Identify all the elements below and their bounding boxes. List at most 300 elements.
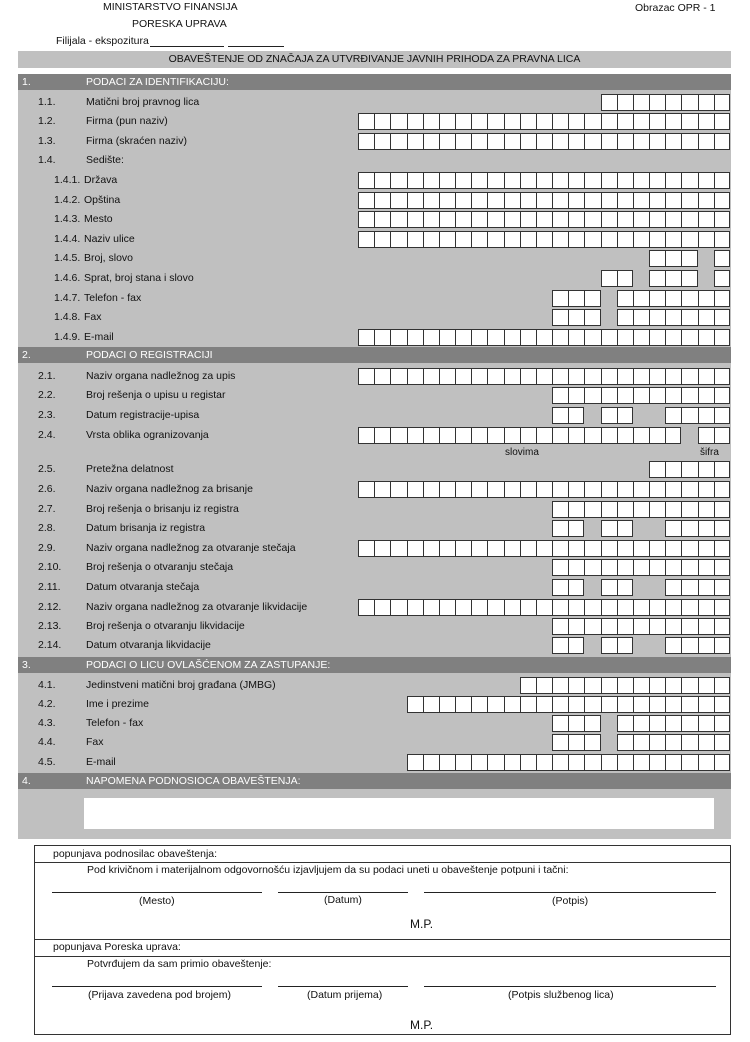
char-cell[interactable]: [487, 133, 503, 150]
char-cell[interactable]: [520, 211, 536, 228]
char-cell[interactable]: [714, 599, 730, 616]
char-cell[interactable]: [471, 113, 487, 130]
mesto-line[interactable]: [52, 892, 262, 893]
char-cell[interactable]: [698, 637, 714, 654]
char-cell[interactable]: [681, 368, 697, 385]
char-cell[interactable]: [698, 94, 714, 111]
char-cell[interactable]: [714, 250, 730, 267]
char-cell[interactable]: [665, 192, 681, 209]
char-cell[interactable]: [552, 734, 568, 751]
char-cell[interactable]: [374, 211, 390, 228]
char-input-group[interactable]: [358, 368, 730, 385]
char-cell[interactable]: [584, 427, 600, 444]
char-cell[interactable]: [584, 113, 600, 130]
char-cell[interactable]: [374, 172, 390, 189]
char-cell[interactable]: [552, 211, 568, 228]
char-cell[interactable]: [714, 677, 730, 694]
char-cell[interactable]: [665, 501, 681, 518]
char-cell[interactable]: [665, 734, 681, 751]
char-cell[interactable]: [536, 231, 552, 248]
char-cell[interactable]: [552, 520, 568, 537]
char-cell[interactable]: [407, 133, 423, 150]
char-cell[interactable]: [617, 270, 633, 287]
char-cell[interactable]: [665, 368, 681, 385]
char-cell[interactable]: [358, 192, 374, 209]
char-cell[interactable]: [714, 192, 730, 209]
char-cell[interactable]: [439, 172, 455, 189]
char-cell[interactable]: [698, 113, 714, 130]
char-cell[interactable]: [455, 192, 471, 209]
char-cell[interactable]: [681, 481, 697, 498]
char-cell[interactable]: [407, 540, 423, 557]
char-input-group[interactable]: [552, 407, 584, 424]
char-cell[interactable]: [698, 520, 714, 537]
char-cell[interactable]: [504, 329, 520, 346]
char-cell[interactable]: [504, 754, 520, 771]
char-cell[interactable]: [584, 696, 600, 713]
char-cell[interactable]: [504, 172, 520, 189]
char-cell[interactable]: [714, 387, 730, 404]
char-cell[interactable]: [665, 559, 681, 576]
char-cell[interactable]: [520, 231, 536, 248]
char-cell[interactable]: [665, 329, 681, 346]
char-cell[interactable]: [681, 618, 697, 635]
char-cell[interactable]: [681, 309, 697, 326]
char-cell[interactable]: [536, 599, 552, 616]
char-input-group[interactable]: [552, 559, 730, 576]
char-input-group[interactable]: [358, 172, 730, 189]
char-cell[interactable]: [407, 211, 423, 228]
char-cell[interactable]: [698, 559, 714, 576]
char-cell[interactable]: [471, 172, 487, 189]
char-cell[interactable]: [633, 368, 649, 385]
char-cell[interactable]: [423, 540, 439, 557]
char-cell[interactable]: [407, 481, 423, 498]
char-cell[interactable]: [617, 231, 633, 248]
char-cell[interactable]: [649, 368, 665, 385]
char-cell[interactable]: [407, 368, 423, 385]
char-cell[interactable]: [584, 754, 600, 771]
char-cell[interactable]: [681, 211, 697, 228]
char-cell[interactable]: [390, 329, 406, 346]
char-cell[interactable]: [698, 290, 714, 307]
char-cell[interactable]: [617, 407, 633, 424]
char-cell[interactable]: [504, 540, 520, 557]
char-cell[interactable]: [358, 113, 374, 130]
char-cell[interactable]: [681, 250, 697, 267]
char-cell[interactable]: [374, 113, 390, 130]
char-input-group[interactable]: [601, 94, 730, 111]
char-input-group[interactable]: [601, 637, 633, 654]
char-cell[interactable]: [601, 754, 617, 771]
char-cell[interactable]: [714, 461, 730, 478]
char-cell[interactable]: [407, 696, 423, 713]
char-cell[interactable]: [568, 407, 584, 424]
char-cell[interactable]: [633, 599, 649, 616]
char-cell[interactable]: [407, 599, 423, 616]
char-cell[interactable]: [487, 368, 503, 385]
char-cell[interactable]: [487, 427, 503, 444]
char-cell[interactable]: [681, 172, 697, 189]
char-cell[interactable]: [584, 540, 600, 557]
char-cell[interactable]: [601, 481, 617, 498]
char-input-group[interactable]: [617, 309, 730, 326]
char-cell[interactable]: [633, 754, 649, 771]
char-cell[interactable]: [601, 329, 617, 346]
char-cell[interactable]: [649, 94, 665, 111]
char-cell[interactable]: [649, 387, 665, 404]
char-input-group[interactable]: [649, 250, 698, 267]
char-input-group[interactable]: [649, 270, 698, 287]
char-cell[interactable]: [536, 696, 552, 713]
char-cell[interactable]: [471, 368, 487, 385]
char-cell[interactable]: [601, 387, 617, 404]
char-cell[interactable]: [601, 368, 617, 385]
char-cell[interactable]: [617, 754, 633, 771]
char-cell[interactable]: [520, 540, 536, 557]
char-cell[interactable]: [681, 329, 697, 346]
char-cell[interactable]: [390, 599, 406, 616]
char-cell[interactable]: [471, 133, 487, 150]
char-cell[interactable]: [714, 133, 730, 150]
char-input-group[interactable]: [358, 481, 730, 498]
char-cell[interactable]: [714, 231, 730, 248]
char-cell[interactable]: [665, 133, 681, 150]
char-cell[interactable]: [487, 211, 503, 228]
char-cell[interactable]: [681, 715, 697, 732]
char-cell[interactable]: [681, 270, 697, 287]
char-cell[interactable]: [439, 368, 455, 385]
char-cell[interactable]: [584, 192, 600, 209]
char-cell[interactable]: [584, 715, 600, 732]
char-cell[interactable]: [649, 309, 665, 326]
char-cell[interactable]: [552, 290, 568, 307]
char-cell[interactable]: [665, 309, 681, 326]
potpis-line[interactable]: [424, 892, 716, 893]
char-cell[interactable]: [714, 407, 730, 424]
char-cell[interactable]: [504, 427, 520, 444]
char-cell[interactable]: [698, 618, 714, 635]
char-cell[interactable]: [714, 540, 730, 557]
char-cell[interactable]: [617, 520, 633, 537]
char-cell[interactable]: [617, 368, 633, 385]
char-input-group[interactable]: [552, 387, 730, 404]
char-cell[interactable]: [487, 481, 503, 498]
char-cell[interactable]: [423, 329, 439, 346]
char-cell[interactable]: [455, 329, 471, 346]
char-cell[interactable]: [584, 618, 600, 635]
char-cell[interactable]: [714, 211, 730, 228]
char-cell[interactable]: [601, 94, 617, 111]
char-cell[interactable]: [552, 407, 568, 424]
char-cell[interactable]: [536, 113, 552, 130]
char-cell[interactable]: [665, 599, 681, 616]
char-cell[interactable]: [568, 696, 584, 713]
char-cell[interactable]: [633, 387, 649, 404]
char-cell[interactable]: [407, 427, 423, 444]
char-cell[interactable]: [568, 481, 584, 498]
char-cell[interactable]: [584, 172, 600, 189]
char-cell[interactable]: [617, 94, 633, 111]
char-input-group[interactable]: [714, 270, 730, 287]
char-cell[interactable]: [698, 329, 714, 346]
char-cell[interactable]: [601, 427, 617, 444]
char-cell[interactable]: [568, 113, 584, 130]
char-cell[interactable]: [358, 599, 374, 616]
char-cell[interactable]: [698, 501, 714, 518]
char-cell[interactable]: [633, 501, 649, 518]
char-input-group[interactable]: [552, 637, 584, 654]
char-cell[interactable]: [617, 133, 633, 150]
char-cell[interactable]: [552, 579, 568, 596]
char-cell[interactable]: [552, 309, 568, 326]
char-cell[interactable]: [714, 172, 730, 189]
char-cell[interactable]: [601, 599, 617, 616]
char-cell[interactable]: [714, 637, 730, 654]
char-cell[interactable]: [439, 113, 455, 130]
char-cell[interactable]: [665, 481, 681, 498]
char-cell[interactable]: [536, 133, 552, 150]
char-cell[interactable]: [633, 715, 649, 732]
char-cell[interactable]: [601, 637, 617, 654]
char-cell[interactable]: [423, 427, 439, 444]
datum-prijema-line[interactable]: [278, 986, 408, 987]
char-cell[interactable]: [455, 754, 471, 771]
char-cell[interactable]: [536, 677, 552, 694]
char-cell[interactable]: [617, 599, 633, 616]
char-cell[interactable]: [633, 559, 649, 576]
char-cell[interactable]: [649, 250, 665, 267]
char-cell[interactable]: [536, 329, 552, 346]
char-cell[interactable]: [698, 540, 714, 557]
char-input-group[interactable]: [358, 211, 730, 228]
char-cell[interactable]: [681, 637, 697, 654]
char-cell[interactable]: [601, 501, 617, 518]
char-cell[interactable]: [552, 599, 568, 616]
char-cell[interactable]: [552, 501, 568, 518]
char-cell[interactable]: [455, 599, 471, 616]
char-cell[interactable]: [714, 559, 730, 576]
char-input-group[interactable]: [665, 407, 730, 424]
char-cell[interactable]: [649, 172, 665, 189]
char-cell[interactable]: [407, 329, 423, 346]
char-cell[interactable]: [552, 387, 568, 404]
char-cell[interactable]: [633, 172, 649, 189]
char-cell[interactable]: [520, 427, 536, 444]
char-cell[interactable]: [374, 481, 390, 498]
char-input-group[interactable]: [358, 113, 730, 130]
char-cell[interactable]: [584, 481, 600, 498]
char-cell[interactable]: [649, 734, 665, 751]
prijava-line[interactable]: [52, 986, 262, 987]
char-cell[interactable]: [681, 520, 697, 537]
char-cell[interactable]: [714, 715, 730, 732]
char-cell[interactable]: [390, 133, 406, 150]
char-cell[interactable]: [568, 387, 584, 404]
char-cell[interactable]: [601, 231, 617, 248]
char-cell[interactable]: [584, 677, 600, 694]
char-cell[interactable]: [617, 579, 633, 596]
char-cell[interactable]: [681, 696, 697, 713]
char-cell[interactable]: [633, 427, 649, 444]
char-cell[interactable]: [649, 192, 665, 209]
datum-line[interactable]: [278, 892, 408, 893]
branch-line-2[interactable]: [228, 46, 284, 47]
char-cell[interactable]: [439, 696, 455, 713]
char-input-group[interactable]: [665, 579, 730, 596]
char-cell[interactable]: [633, 481, 649, 498]
char-cell[interactable]: [584, 329, 600, 346]
char-input-group[interactable]: [617, 290, 730, 307]
char-cell[interactable]: [601, 696, 617, 713]
char-cell[interactable]: [439, 481, 455, 498]
char-cell[interactable]: [568, 637, 584, 654]
char-cell[interactable]: [552, 172, 568, 189]
char-input-group[interactable]: [358, 540, 730, 557]
char-cell[interactable]: [617, 637, 633, 654]
char-cell[interactable]: [374, 540, 390, 557]
char-cell[interactable]: [568, 231, 584, 248]
char-cell[interactable]: [455, 231, 471, 248]
char-cell[interactable]: [358, 172, 374, 189]
char-cell[interactable]: [552, 368, 568, 385]
char-cell[interactable]: [374, 427, 390, 444]
char-cell[interactable]: [552, 192, 568, 209]
char-cell[interactable]: [520, 696, 536, 713]
char-cell[interactable]: [665, 461, 681, 478]
char-input-group[interactable]: [601, 579, 633, 596]
char-cell[interactable]: [358, 368, 374, 385]
char-cell[interactable]: [423, 599, 439, 616]
note-textarea[interactable]: [84, 798, 714, 829]
char-cell[interactable]: [390, 231, 406, 248]
char-cell[interactable]: [665, 113, 681, 130]
char-cell[interactable]: [536, 368, 552, 385]
char-cell[interactable]: [568, 329, 584, 346]
char-cell[interactable]: [520, 172, 536, 189]
char-cell[interactable]: [714, 696, 730, 713]
char-cell[interactable]: [601, 407, 617, 424]
char-input-group[interactable]: [649, 461, 730, 478]
char-cell[interactable]: [455, 211, 471, 228]
char-cell[interactable]: [520, 113, 536, 130]
char-cell[interactable]: [358, 231, 374, 248]
char-cell[interactable]: [552, 637, 568, 654]
char-cell[interactable]: [601, 559, 617, 576]
char-cell[interactable]: [665, 211, 681, 228]
char-cell[interactable]: [407, 113, 423, 130]
char-cell[interactable]: [487, 696, 503, 713]
char-cell[interactable]: [584, 133, 600, 150]
char-cell[interactable]: [536, 540, 552, 557]
char-cell[interactable]: [665, 696, 681, 713]
char-cell[interactable]: [681, 290, 697, 307]
char-input-group[interactable]: [601, 270, 633, 287]
char-cell[interactable]: [617, 501, 633, 518]
char-cell[interactable]: [617, 715, 633, 732]
char-cell[interactable]: [665, 250, 681, 267]
char-cell[interactable]: [487, 540, 503, 557]
char-cell[interactable]: [584, 368, 600, 385]
char-cell[interactable]: [439, 211, 455, 228]
char-cell[interactable]: [633, 290, 649, 307]
char-cell[interactable]: [455, 133, 471, 150]
char-cell[interactable]: [584, 387, 600, 404]
char-cell[interactable]: [681, 599, 697, 616]
char-cell[interactable]: [601, 677, 617, 694]
char-cell[interactable]: [601, 211, 617, 228]
char-cell[interactable]: [552, 481, 568, 498]
char-cell[interactable]: [439, 427, 455, 444]
char-cell[interactable]: [552, 677, 568, 694]
char-cell[interactable]: [568, 579, 584, 596]
char-cell[interactable]: [681, 133, 697, 150]
char-input-group[interactable]: [358, 599, 730, 616]
char-cell[interactable]: [698, 172, 714, 189]
char-cell[interactable]: [617, 113, 633, 130]
char-cell[interactable]: [504, 133, 520, 150]
char-cell[interactable]: [552, 540, 568, 557]
char-cell[interactable]: [681, 579, 697, 596]
char-cell[interactable]: [584, 231, 600, 248]
char-cell[interactable]: [471, 481, 487, 498]
char-cell[interactable]: [698, 715, 714, 732]
char-cell[interactable]: [423, 754, 439, 771]
char-cell[interactable]: [698, 734, 714, 751]
char-cell[interactable]: [390, 481, 406, 498]
char-cell[interactable]: [698, 407, 714, 424]
char-cell[interactable]: [681, 113, 697, 130]
char-cell[interactable]: [504, 696, 520, 713]
char-cell[interactable]: [455, 481, 471, 498]
char-cell[interactable]: [665, 94, 681, 111]
char-cell[interactable]: [568, 172, 584, 189]
potpis-sluzbenog-line[interactable]: [424, 986, 716, 987]
char-cell[interactable]: [649, 231, 665, 248]
char-cell[interactable]: [665, 540, 681, 557]
char-cell[interactable]: [698, 696, 714, 713]
char-cell[interactable]: [714, 754, 730, 771]
char-cell[interactable]: [665, 754, 681, 771]
char-cell[interactable]: [633, 94, 649, 111]
char-cell[interactable]: [584, 599, 600, 616]
char-cell[interactable]: [423, 113, 439, 130]
char-cell[interactable]: [423, 133, 439, 150]
char-cell[interactable]: [439, 133, 455, 150]
char-cell[interactable]: [681, 461, 697, 478]
char-cell[interactable]: [584, 211, 600, 228]
char-cell[interactable]: [601, 172, 617, 189]
char-input-group[interactable]: [358, 192, 730, 209]
char-cell[interactable]: [423, 172, 439, 189]
char-cell[interactable]: [358, 540, 374, 557]
char-cell[interactable]: [665, 427, 681, 444]
char-input-group[interactable]: [601, 407, 633, 424]
char-cell[interactable]: [455, 368, 471, 385]
char-cell[interactable]: [390, 368, 406, 385]
char-cell[interactable]: [665, 579, 681, 596]
char-cell[interactable]: [374, 599, 390, 616]
char-cell[interactable]: [520, 754, 536, 771]
char-cell[interactable]: [471, 599, 487, 616]
char-cell[interactable]: [665, 270, 681, 287]
char-cell[interactable]: [649, 501, 665, 518]
char-cell[interactable]: [390, 540, 406, 557]
char-cell[interactable]: [520, 329, 536, 346]
char-cell[interactable]: [714, 113, 730, 130]
char-cell[interactable]: [584, 501, 600, 518]
char-cell[interactable]: [681, 192, 697, 209]
